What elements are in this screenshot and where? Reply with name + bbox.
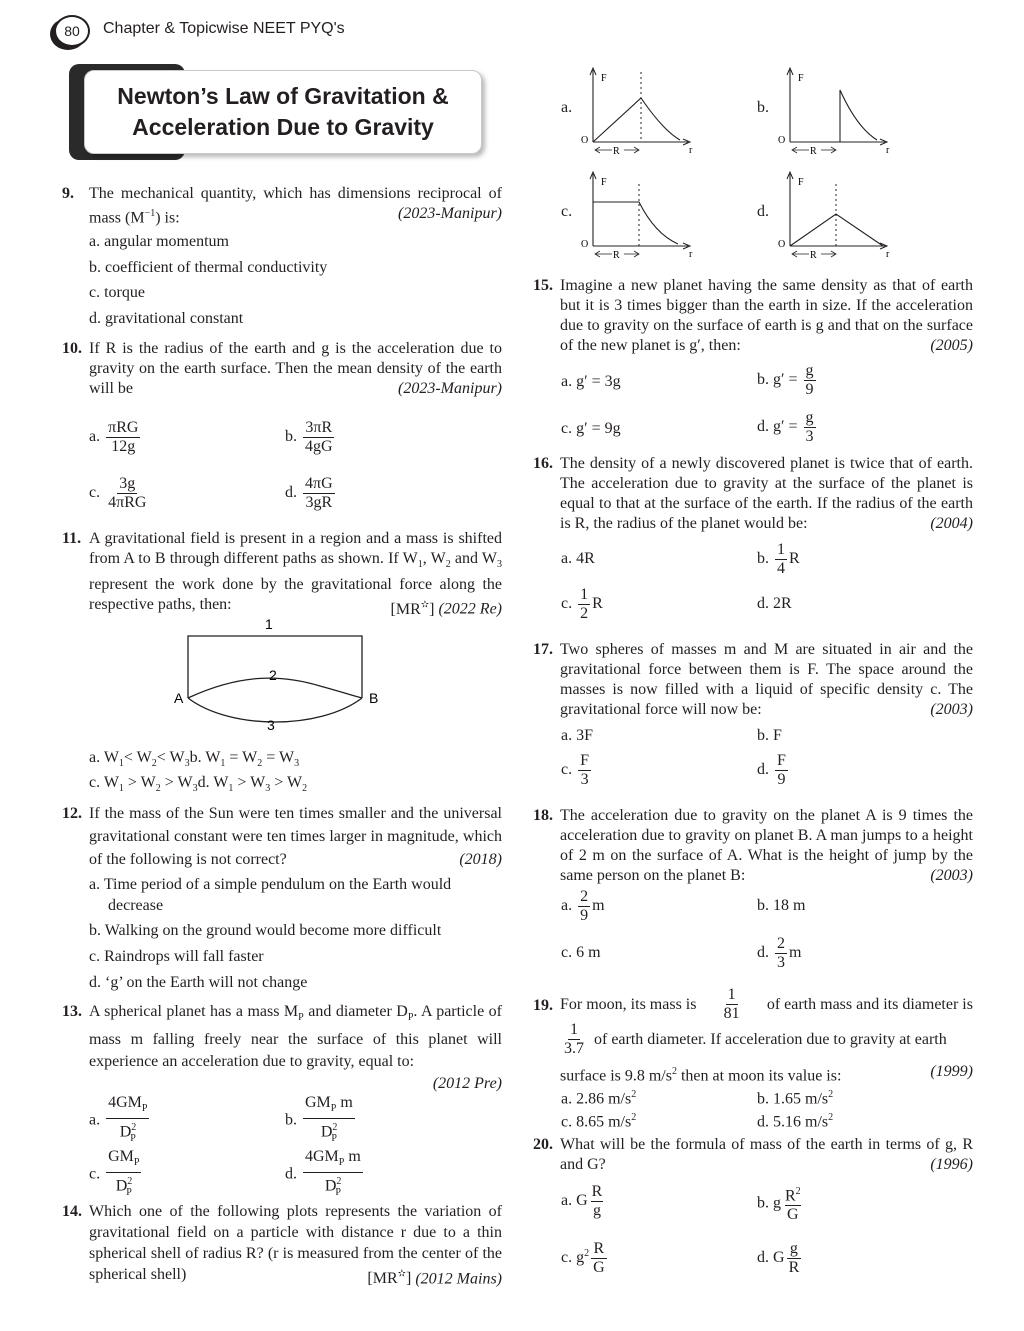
question-source: (2023-Manipur) — [398, 380, 502, 397]
option-c[interactable]: c. $\frac{3g}{\text{4πRG}}$ — [89, 475, 147, 511]
question-number: 17. — [533, 641, 553, 658]
option-b[interactable]: b. g′ = $\frac{g}{9}$ — [757, 362, 814, 398]
question-13 — [62, 1001, 502, 1095]
question-16 — [533, 454, 973, 534]
option-d[interactable]: d. $\frac{2}{3}$ m — [757, 935, 802, 971]
option-b[interactable]: b. 18 m — [757, 897, 806, 914]
question-18 — [533, 806, 973, 886]
question-source: (2005) — [930, 337, 973, 354]
option-d[interactable]: d. 2R — [757, 595, 792, 612]
point-a-label: A — [174, 690, 184, 706]
question-text: Imagine a new planet having the same density as that of earth but it is 3 times bigger than the earth in size. If the acceleration due to gravity on the surface of earth is g and that on the surface of the new planet is g′, then: (2005) — [560, 277, 973, 354]
question-number: 10. — [62, 340, 82, 357]
question-11 — [62, 529, 502, 620]
question-number: 16. — [533, 455, 553, 472]
question-source: [MR✫] (2012 Mains) — [367, 1269, 502, 1288]
option-a[interactable]: a. $\frac{2}{9}$ m — [561, 888, 605, 924]
graph-label-d[interactable]: d. — [757, 203, 769, 220]
option-c[interactable]: c. $\frac{F}{3}$ — [561, 752, 590, 788]
question-text: What will be the formula of mass of the earth in terms of g, R and G? (1996) — [560, 1136, 973, 1173]
question-text: For moon, its mass is $\frac{1}{81}$ of earth mass and its diameter is $\frac{1}{3.7}$ of earth diameter. If acceleration due to gravity at earth surface is 9.8 $m/s^2$ then at moon its value is: (1999) — [560, 986, 973, 1085]
question-20 — [533, 1135, 973, 1175]
svg-text:R: R — [613, 250, 620, 261]
option-c-d[interactable]: c. $W_1 > W_2 > W_3d$. $W_1 > W_3 > W_2$ — [89, 774, 308, 795]
svg-text:O: O — [778, 135, 786, 146]
question-19 — [533, 986, 973, 1088]
question-text: A spherical planet has a mass $M_P$ and diameter $D_P$. A particle of mass m falling freely near the surface of this planet will experience an acceleration due to gravity, equal to: (2012 Pre) — [89, 1001, 502, 1073]
option-c[interactable]: c. 6 m — [561, 944, 601, 961]
question-number: 13. — [62, 1003, 82, 1020]
option-b[interactable]: b. 1.65 $m/s^2$ — [757, 1089, 834, 1108]
question-source: (1996) — [930, 1156, 973, 1173]
option-a[interactable]: a. 4R — [561, 550, 595, 567]
question-number: 14. — [62, 1203, 82, 1220]
option-b[interactable]: b. $\frac{3\pi R}{4gG}$ — [285, 419, 333, 455]
graph-a[interactable] — [576, 66, 706, 158]
question-number: 12. — [62, 805, 82, 822]
option-b[interactable]: b. $\frac{1}{4}$ R — [757, 541, 800, 577]
option-c[interactable]: c. torque — [89, 284, 145, 301]
option-a[interactable]: a. angular momentum — [89, 233, 229, 250]
graph-c[interactable] — [576, 170, 706, 262]
question-12 — [62, 802, 502, 871]
question-text: Which one of the following plots represents the variation of gravitational field on a particle with distance r due to a thin spherical shell of radius R? (r is measured from the center of the spherical shell) [MR✫] (2012 Mains) — [89, 1203, 502, 1288]
page-number: 80 — [54, 15, 90, 47]
running-head: Chapter & Topicwise NEET PYQ's — [103, 20, 345, 37]
path-3 — [188, 698, 362, 722]
graph-d[interactable] — [773, 170, 903, 262]
question-number: 19. — [533, 997, 553, 1014]
option-d[interactable]: d. ‘g’ on the Earth will not change — [89, 974, 308, 991]
svg-text:R: R — [810, 250, 817, 261]
option-a[interactable]: a. 2.86 $m/s^2$ — [561, 1089, 637, 1108]
graph-label-c[interactable]: c. — [561, 203, 573, 220]
chapter-title-line-2: Acceleration Due to Gravity — [132, 114, 434, 140]
option-d[interactable]: d. $\frac{4GM_P m}{D^2_P}$ — [285, 1148, 361, 1198]
svg-text:O: O — [778, 239, 786, 250]
point-b-label: B — [369, 690, 379, 706]
question-source: (2004) — [930, 515, 973, 532]
option-b[interactable]: b. g $\frac{R^2}{G}$ — [757, 1186, 801, 1224]
question-10 — [62, 339, 502, 399]
option-a[interactable]: a. $\frac{\text{πRG}}{12g}$ — [89, 419, 139, 455]
question-text: If R is the radius of the earth and g is the acceleration due to gravity on the earth surface. Then the mean density of the earth will be (2023-Manipur) — [89, 340, 502, 397]
svg-text:O: O — [581, 239, 589, 250]
question-text: If the mass of the Sun were ten times smaller and the universal gravitational constant were ten times larger in magnitude, which of the following is not correct? (2018) — [89, 802, 502, 871]
option-d[interactable]: d. $\frac{4\pi G}{3gR}$ — [285, 475, 333, 511]
question-17 — [533, 640, 973, 720]
option-d[interactable]: d. gravitational constant — [89, 310, 244, 327]
option-c[interactable]: c. $\frac{1}{2}$ R — [561, 586, 603, 622]
option-a[interactable]: a. 3F — [561, 727, 593, 744]
option-d[interactable]: d. g′ = $\frac{g}{3}$ — [757, 409, 814, 445]
question-number: 11. — [62, 530, 82, 547]
question-source: (2003) — [930, 701, 973, 718]
question-source: (2018) — [459, 851, 502, 868]
question-9 — [62, 184, 502, 228]
svg-text:r: r — [689, 249, 693, 260]
option-a-continued: decrease — [108, 897, 164, 914]
svg-text:r: r — [689, 145, 693, 156]
option-b[interactable]: b. Walking on the ground would become more difficult — [89, 922, 442, 939]
svg-text:F: F — [601, 73, 607, 84]
question-text: Two spheres of masses m and M are situated in air and the gravitational force between them is F. The space around the masses is now filled with a liquid of specific density c. The gravitational force will now be: (2003) — [560, 641, 973, 718]
svg-text:r: r — [886, 249, 890, 260]
graph-label-b[interactable]: b. — [757, 99, 769, 116]
question-number: 20. — [533, 1136, 553, 1153]
option-b[interactable]: b. F — [757, 727, 782, 744]
question-number: 15. — [533, 277, 553, 294]
chapter-title-line-1: Newton’s Law of Gravitation & — [117, 83, 449, 109]
path-diagram — [170, 612, 390, 742]
question-text: A gravitational field is present in a region and a mass is shifted from A to B through different paths as shown. If $W_1$, $W_2$ and $W_3$ represent the work done by the gravitational force along the respective paths, then: [MR✫] (2022 Re) — [89, 530, 503, 618]
svg-text:R: R — [613, 146, 620, 157]
option-a[interactable]: a. Time period of a simple pendulum on the Earth would — [89, 876, 452, 893]
option-a-b[interactable]: a. $W_1< W_2< W_3b$. $W_1 = W_2 = W_3$ — [89, 749, 300, 770]
question-source: (2012 Pre) — [432, 1075, 502, 1093]
option-b[interactable]: b. coefficient of thermal conductivity — [89, 259, 328, 276]
question-text: The mechanical quantity, which has dimensions reciprocal of mass $(M^{-1})$ is: (2023-Manipur) — [89, 185, 502, 227]
svg-text:r: r — [886, 145, 890, 156]
option-b[interactable]: b. $\frac{GM_P m}{D^2_P}$ — [285, 1094, 353, 1144]
svg-text:F: F — [798, 177, 804, 188]
option-d[interactable]: d. 5.16 $m/s^2$ — [757, 1112, 834, 1131]
path-label-2: 2 — [269, 667, 277, 683]
graph-label-a[interactable]: a. — [561, 99, 573, 116]
option-d[interactable]: d. G $\frac{g}{R}$ — [757, 1240, 800, 1276]
graph-b[interactable] — [773, 66, 903, 158]
question-15 — [533, 276, 973, 356]
option-d[interactable]: d. $\frac{F}{9}$ — [757, 752, 786, 788]
svg-text:F: F — [601, 177, 607, 188]
option-c[interactable]: c. Raindrops will fall faster — [89, 948, 264, 965]
question-source: (2023-Manipur) — [398, 205, 502, 222]
question-text: The density of a newly discovered planet is twice that of earth. The acceleration due to gravity at the surface of the planet is equal to that at the surface of the earth. If the radius of the earth is R, the radius of the planet would be: (2004) — [560, 455, 973, 532]
path-label-3: 3 — [267, 717, 275, 733]
svg-text:R: R — [810, 146, 817, 157]
question-source: (1999) — [930, 1063, 973, 1080]
question-source: (2003) — [930, 867, 973, 884]
question-14 — [62, 1201, 502, 1289]
option-c[interactable]: c. $\frac{GM_P}{D^2_P}$ — [89, 1148, 140, 1198]
svg-text:O: O — [581, 135, 589, 146]
option-c[interactable]: c. g′ = 9g — [561, 420, 621, 437]
option-a[interactable]: a. g′ = 3g — [561, 373, 621, 390]
path-label-1: 1 — [265, 616, 273, 632]
option-c[interactable]: c. 8.65 $m/s^2$ — [561, 1112, 637, 1131]
question-source: [MR✫] (2022 Re) — [390, 599, 502, 618]
chapter-title — [84, 70, 482, 154]
question-number: 9. — [62, 185, 74, 202]
option-a[interactable]: a. G $\frac{R}{g}$ — [561, 1183, 603, 1219]
question-number: 18. — [533, 807, 553, 824]
option-a[interactable]: a. $\frac{4GM_P}{D^2_P}$ — [89, 1094, 148, 1144]
svg-text:F: F — [798, 73, 804, 84]
option-c[interactable]: c. $g^2$ $\frac{R}{G}$ — [561, 1240, 605, 1276]
question-text: The acceleration due to gravity on the planet A is 9 times the acceleration due to gravity on planet B. A man jumps to a height of 2 m on the surface of A. What is the height of jump by the same person on the planet B: (2003) — [560, 807, 973, 884]
